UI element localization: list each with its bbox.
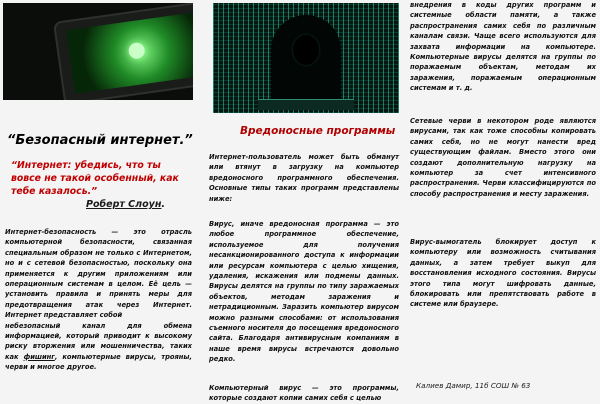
ransomware-text: Вирус-вымогатель блокирует доступ к компьютеру или возможность считывания данных, а затем требует выкуп для восстановления исходного состояния. Вирусы этого типа могут шифровать данные, блокировать или препятствовать работе в системе или браузере. — [410, 238, 596, 309]
virus-continued-text: внедрения в коды других программ и системные области памяти, а также распространения самих себя по различным каналам связи. Чаще всего используются для захвата информации на компьютере. Компьютерные вирусы делятся на группы по поражаемым объектам, методам их заражения, поражаемым операционным системам и т. д. — [410, 1, 596, 93]
threats-text: , компьютерные вирусы, трояны, черви и многое другое. — [5, 352, 192, 372]
author-name: Роберт Слоун — [86, 199, 162, 210]
phone-screen — [66, 12, 193, 93]
intro-text — [5, 227, 192, 373]
risk-text: небезопасный канал для обмена информацией, который приводит к высокому риску вторжения или мошенничества, таких как — [5, 321, 192, 361]
malware-intro: Интернет-пользователь может быть обманут или втянут в загрузку на компьютер вредоносного программного обеспечения. Основные типы таких программ представлены ниже: — [209, 153, 399, 203]
intro-paragraph: Интернет-безопасность — это отрасль компьютерной безопасности, связанная специальным образом не только с Интернетом, но и с сетевой безопасностью, поскольку она применяется к другим приложениям или операционным системам в целом. Её цель — установить правила и принять меры для предотвращения атак через Интернет. Интернет представляет собой — [5, 228, 192, 320]
virus-glow-icon — [127, 42, 145, 60]
quote-author — [86, 199, 165, 210]
virus-definition: Вирус, иначе вредоносная программа — это любое программное обеспечение, используемое для получения несанкционированного доступа к информации или ресурсам компьютера с целью хищения, удаления, искажения или подмены данных. Вирусы делятся на группы по типу заражаемых объектов, методам заражения и нетрадиционным. Заразить компьютер вирусом можно разными способами: от использования съемного носителя до посещения вредоносного сайта. Благодаря антивирусным компаниям в наше время вирусы встречаются довольно редко. — [209, 220, 399, 364]
phishing-term: фишинг — [23, 352, 55, 361]
author-period: . — [161, 199, 166, 210]
section-title-malware: Вредоносные программы — [240, 125, 396, 137]
left-column — [0, 0, 193, 404]
laptop-shape — [258, 99, 354, 110]
middle-column — [205, 0, 398, 404]
author-signature: Калиев Дамир, 11б СОШ № 63 — [416, 381, 531, 390]
computer-virus-definition: Компьютерный вирус — это программы, которые создают копии самих себя с целью — [209, 384, 399, 403]
smartphone-shape — [53, 3, 193, 100]
hacker-image — [213, 3, 399, 113]
infected-smartphone-image — [3, 3, 193, 100]
right-column — [408, 0, 600, 404]
intro-paragraph-continued — [5, 321, 192, 373]
network-worms-text: Сетевые черви в некотором роде являются вирусами, так как тоже способны копировать самих себя, но не могут нанести вред существующим файлам. Вместо этого они создают дополнительную нагрузку на компьютер за счет интенсивного распространения. Черви классифицируются по способу распространения и месту заражения. — [410, 117, 596, 198]
epigraph-quote: “Интернет: убедись, что ты вовсе не такой особенный, как тебе казалось.” — [11, 160, 179, 197]
page-title: “Безопасный интернет.” — [7, 133, 193, 148]
hidden-face — [293, 35, 319, 65]
